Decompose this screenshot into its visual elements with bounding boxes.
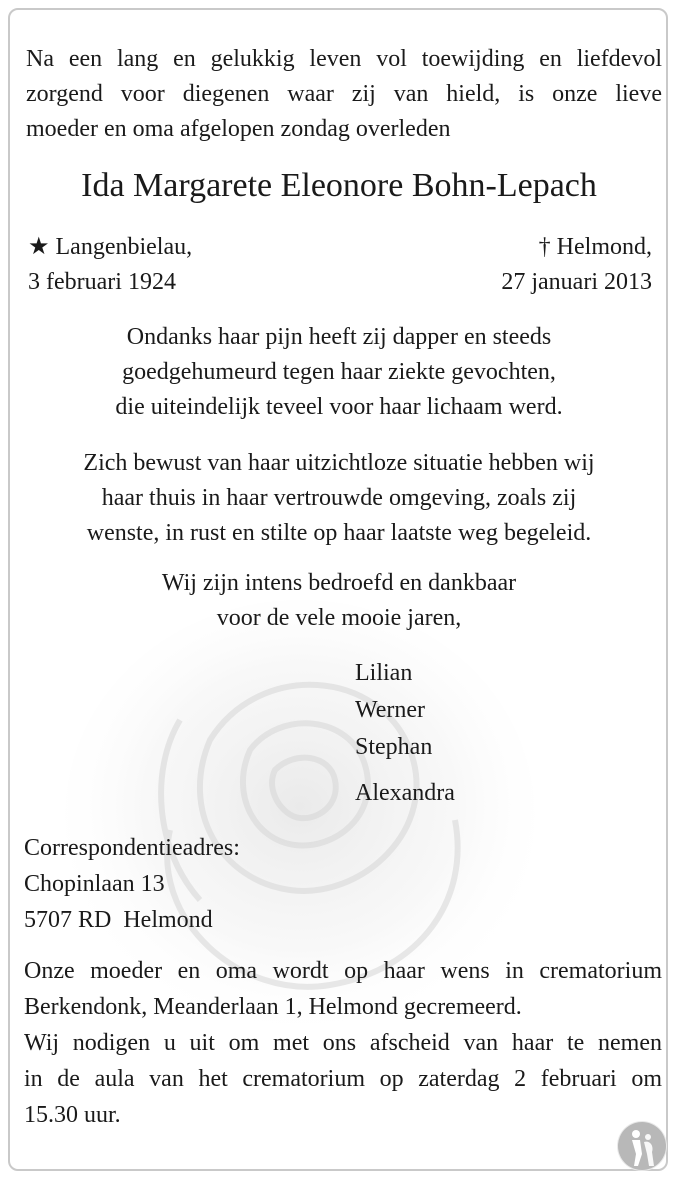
signatory-name: Werner — [355, 697, 426, 723]
notice-line: Onze moeder en oma wordt op haar wens in crematorium — [24, 958, 662, 984]
paragraph-line: voor de vele mooie jaren, — [216, 605, 462, 631]
address-street: Chopinlaan 13 — [24, 871, 165, 897]
notice-line: in de aula van het crematorium op zaterdag 2 februari om — [24, 1066, 662, 1092]
address-label: Correspondentieadres: — [24, 835, 240, 861]
intro-line: moeder en oma afgelopen zondag overleden — [26, 116, 451, 142]
death-date: 27 januari 2013 — [501, 269, 652, 295]
paragraph-home — [0, 446, 678, 551]
notice-line: 15.30 uur. — [24, 1102, 121, 1128]
paragraph-line: Ondanks haar pijn heeft zij dapper en steeds — [126, 324, 552, 350]
address-city: 5707 RD Helmond — [24, 907, 213, 933]
paragraph-line: Zich bewust van haar uitzichtloze situatie hebben wij — [83, 450, 595, 476]
paragraph-gratitude — [0, 566, 678, 636]
birth-info — [28, 230, 288, 300]
intro-line: Na een lang en gelukkig leven vol toewijding en liefdevol — [26, 46, 662, 72]
correspondence-address — [24, 830, 240, 938]
deceased-name: Ida Margarete Eleonore Bohn-Lepach — [81, 167, 597, 204]
paragraph-line: wenste, in rust en stilte op haar laatste weg begeleid. — [86, 520, 592, 546]
signatory-name: Alexandra — [355, 780, 455, 806]
paragraph-line: haar thuis in haar vertrouwde omgeving, zoals zij — [101, 485, 577, 511]
signatory-name: Lilian — [355, 660, 413, 686]
signatory-name: Stephan — [355, 734, 433, 760]
paragraph-courage — [0, 320, 678, 425]
intro-paragraph — [26, 42, 662, 147]
birth-place: ★ Langenbielau, — [28, 234, 193, 260]
notice-line: Berkendonk, Meanderlaan 1, Helmond gecremeerd. — [24, 994, 522, 1020]
birth-date: 3 februari 1924 — [28, 269, 176, 295]
memorial-logo-icon — [616, 1120, 668, 1172]
death-place: † Helmond, — [538, 234, 652, 260]
paragraph-line: die uiteindelijk teveel voor haar lichaam werd. — [115, 394, 563, 420]
paragraph-line: goedgehumeurd tegen haar ziekte gevochten, — [122, 359, 556, 385]
death-info — [372, 230, 652, 300]
paragraph-line: Wij zijn intens bedroefd en dankbaar — [161, 570, 517, 596]
notice-line: Wij nodigen u uit om met ons afscheid van haar te nemen — [24, 1030, 662, 1056]
intro-line: zorgend voor diegenen waar zij van hield, is onze lieve — [26, 81, 662, 107]
cremation-notice — [24, 953, 662, 1133]
signatories — [355, 655, 455, 812]
